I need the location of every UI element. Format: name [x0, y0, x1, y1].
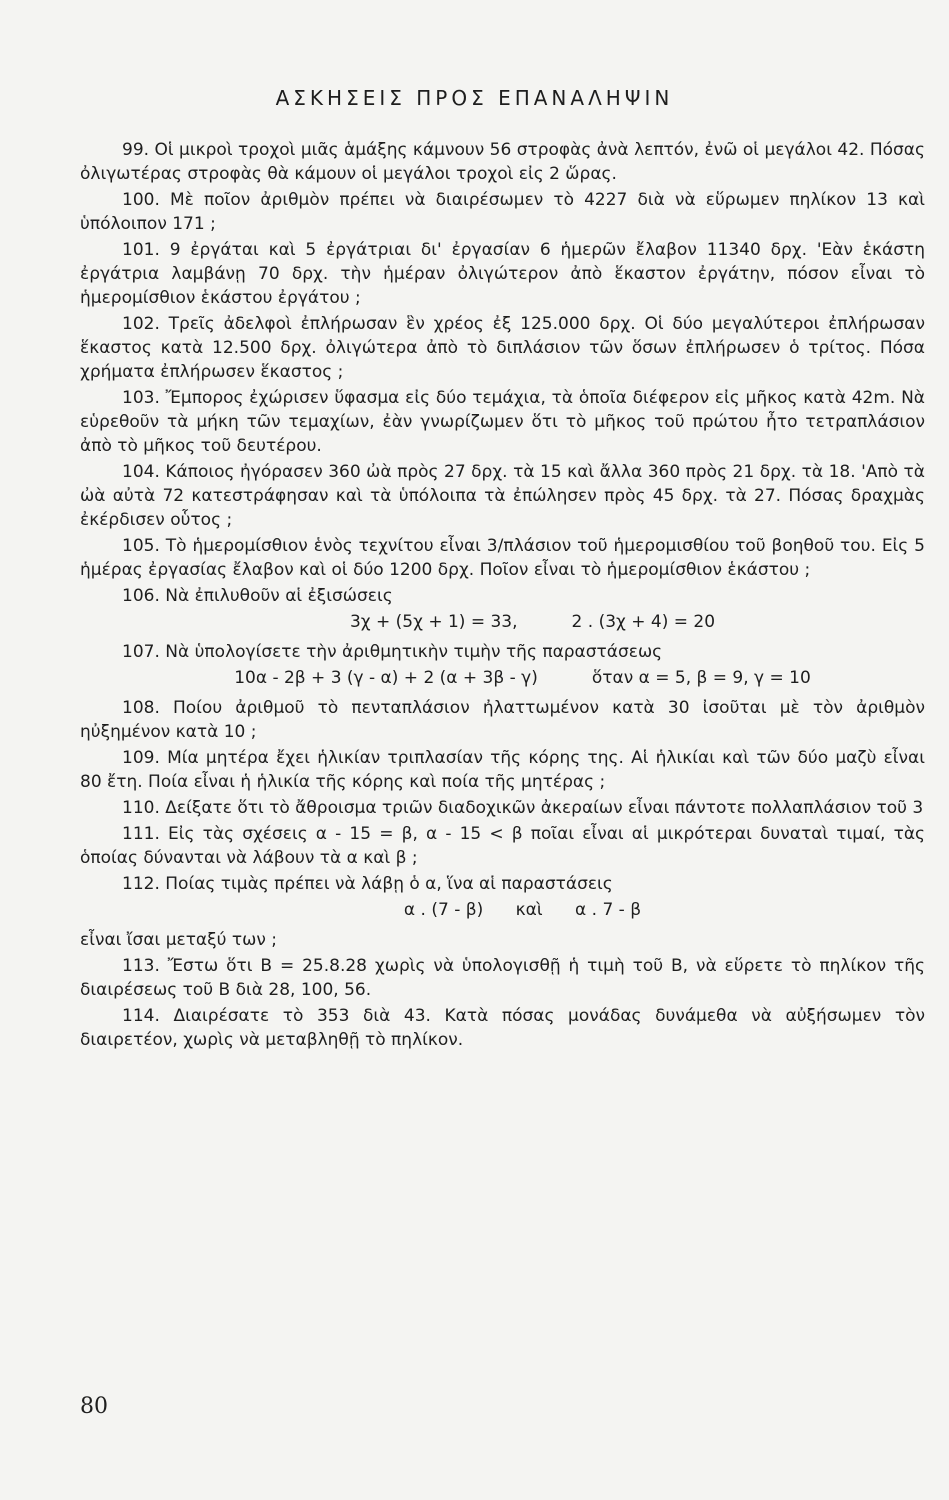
- exercise-109: [80, 746, 925, 794]
- exercise-list: [80, 138, 925, 1054]
- exercise-text: 9 ἐργάται καὶ 5 ἐργάτριαι δι' ἐργασίαν 6 ἡμερῶν ἔλαβον 11340 δρχ. 'Εὰν ἑκάστη ἐργάτρια λαμβάνῃ 70 δρχ. τὴν ἡμέραν ὀλιγώτερον ἀπὸ ἕκαστον ἐργάτην, πόσον εἶναι τὸ ἡμερομίσθιον ἑκάστου ἐργάτου ;: [80, 240, 926, 308]
- exercise-text: Τὸ ἡμερομίσθιον ἑνὸς τεχνίτου εἶναι 3/πλάσιον τοῦ ἡμερομισθίου τοῦ βοηθοῦ του. Εἰς 5 ἡμέρας ἐργασίας ἔλαβον καὶ οἱ δύο 1200 δρχ. Ποῖον εἶναι τὸ ἡμερομίσθιον ἑκάστου ;: [80, 536, 925, 580]
- exercise-text: Μία μητέρα ἔχει ἡλικίαν τριπλασίαν τῆς κόρης της. Αἱ ἡλικίαι καὶ τῶν δύο μαζὺ εἶναι 80 ἔτη. Ποία εἶναι ἡ ἡλικία τῆς κόρης καὶ ποία τῆς μητέρας ;: [80, 748, 926, 792]
- exercise-112: [80, 872, 925, 896]
- exercise-number: 104.: [122, 462, 160, 482]
- exercise-number: 107.: [122, 642, 160, 662]
- exercise-100: [80, 188, 925, 236]
- exercise-108: [80, 696, 925, 744]
- equations-formula: 3χ + (5χ + 1) = 33, 2 . (3χ + 4) = 20: [349, 612, 716, 632]
- exercise-text: Δείξατε ὅτι τὸ ἄθροισμα τριῶν διαδοχικῶν ἀκεραίων εἶναι πάντοτε πολλαπλάσιον τοῦ 3: [165, 798, 924, 818]
- exercise-number: 113.: [122, 956, 160, 976]
- exercise-110: [80, 796, 925, 820]
- exercise-number: 99.: [122, 140, 150, 160]
- exercise-113: [80, 954, 925, 1002]
- exercise-text: Νὰ ἐπιλυθοῦν αἱ ἐξισώσεις: [165, 586, 393, 606]
- exercise-number: 108.: [122, 698, 160, 718]
- exercise-102: [80, 312, 925, 384]
- exercise-text: Οἱ μικροὶ τροχοὶ μιᾶς ἁμάξης κάμνουν 56 στροφὰς ἀνὰ λεπτόν, ἐνῶ οἱ μεγάλοι 42. Πόσας ὀλιγωτέρας στροφὰς θὰ κάμουν οἱ μεγάλοι τροχοὶ εἰς 2 ὥρας.: [80, 140, 925, 184]
- exercise-text: Νὰ ὑπολογίσετε τὴν ἀριθμητικὴν τιμὴν τῆς παραστάσεως: [165, 642, 663, 662]
- exercise-105: [80, 534, 925, 582]
- exercise-number: 110.: [122, 798, 160, 818]
- exercise-text: Ποίας τιμὰς πρέπει νὰ λάβῃ ὁ α, ἵνα αἱ παραστάσεις: [165, 874, 613, 894]
- exercise-text: Εἰς τὰς σχέσεις α - 15 = β, α - 15 < β ποῖαι εἶναι αἱ μικρότεραι δυναταὶ τιμαί, τὰς ὁποίας δύνανται νὰ λάβουν τὰ α καὶ β ;: [80, 824, 926, 868]
- exercise-text: Μὲ ποῖον ἀριθμὸν πρέπει νὰ διαιρέσωμεν τὸ 4227 διὰ νὰ εὕρωμεν πηλίκον 13 καὶ ὑπόλοιπον 171 ;: [80, 190, 926, 234]
- exercise-107: [80, 640, 925, 664]
- expression-formula: 10α - 2β + 3 (γ - α) + 2 (α + 3β - γ) ὅταν α = 5, β = 9, γ = 10: [234, 668, 811, 688]
- exercise-number: 105.: [122, 536, 160, 556]
- exercise-101: [80, 238, 925, 310]
- exercise-number: 114.: [122, 1006, 160, 1026]
- exercise-text: Τρεῖς ἀδελφοὶ ἐπλήρωσαν ἓν χρέος ἐξ 125.000 δρχ. Οἱ δύο μεγαλύτεροι ἐπλήρωσαν ἕκαστος κατὰ 12.500 δρχ. ὀλιγώτερα ἀπὸ τὸ διπλάσιον τῶν ὅσων ἐπλήρωσεν ὁ τρίτος. Πόσα χρήματα ἐπλήρωσεν ἕκαστος ;: [80, 314, 925, 382]
- exercise-number: 102.: [122, 314, 160, 334]
- exercise-99: [80, 138, 925, 186]
- exercise-text: Ἔμπορος ἐχώρισεν ὕφασμα εἰς δύο τεμάχια, τὰ ὁποῖα διέφερον εἰς μῆκος κατὰ 42m. Νὰ εὑρεθοῦν τὰ μήκη τῶν τεμαχίων, ἐὰν γνωρίζωμεν ὅτι τὸ μῆκος τοῦ πρώτου ἦτο τετραπλάσιον ἀπὸ τὸ μῆκος τοῦ δευτέρου.: [80, 388, 926, 456]
- page-heading: ΑΣΚΗΣΕΙΣ ΠΡΟΣ ΕΠΑΝΑΛΗΨΙΝ: [275, 86, 674, 110]
- exercise-text: Κάποιος ἠγόρασεν 360 ὠὰ πρὸς 27 δρχ. τὰ 15 καὶ ἄλλα 360 πρὸς 21 δρχ. τὰ 18. 'Απὸ τὰ ὠὰ αὐτὰ 72 κατεστράφησαν καὶ τὰ ὑπόλοιπα τὰ ἐπώλησεν πρὸς 45 δρχ. τὰ 27. Πόσας δραχμὰς ἐκέρδισεν οὗτος ;: [80, 462, 926, 530]
- exercise-number: 111.: [122, 824, 160, 844]
- exercise-number: 101.: [122, 240, 160, 260]
- exercise-number: 100.: [122, 190, 160, 210]
- exercise-text: Ἔστω ὅτι Β = 25.8.28 χωρὶς νὰ ὑπολογισθῇ ἡ τιμὴ τοῦ Β, νὰ εὕρετε τὸ πηλίκον τῆς διαιρέσεως τοῦ Β διὰ 28, 100, 56.: [80, 956, 925, 1000]
- exercise-103: [80, 386, 925, 458]
- exercise-number: 112.: [122, 874, 160, 894]
- exercise-number: 103.: [122, 388, 160, 408]
- exercise-text: Ποίου ἀριθμοῦ τὸ πενταπλάσιον ἠλαττωμένον κατὰ 30 ἰσοῦται μὲ τὸν ἀριθμὸν ηὐξημένον κατὰ 10 ;: [80, 698, 925, 742]
- exercise-104: [80, 460, 925, 532]
- exercise-number: 109.: [122, 748, 160, 768]
- exercise-112-continuation: εἶναι ἴσαι μεταξύ των ;: [80, 930, 277, 950]
- exercise-111: [80, 822, 925, 870]
- page-number: 80: [80, 1394, 108, 1419]
- exercise-106: [80, 584, 925, 608]
- expressions-formula: α . (7 - β) καὶ α . 7 - β: [403, 900, 642, 920]
- exercise-text: Διαιρέσατε τὸ 353 διὰ 43. Κατὰ πόσας μονάδας δυνάμεθα νὰ αὐξήσωμεν τὸν διαιρετέον, χωρὶς νὰ μεταβληθῇ τὸ πηλίκον.: [80, 1006, 926, 1050]
- exercise-114: [80, 1004, 925, 1052]
- exercise-number: 106.: [122, 586, 160, 606]
